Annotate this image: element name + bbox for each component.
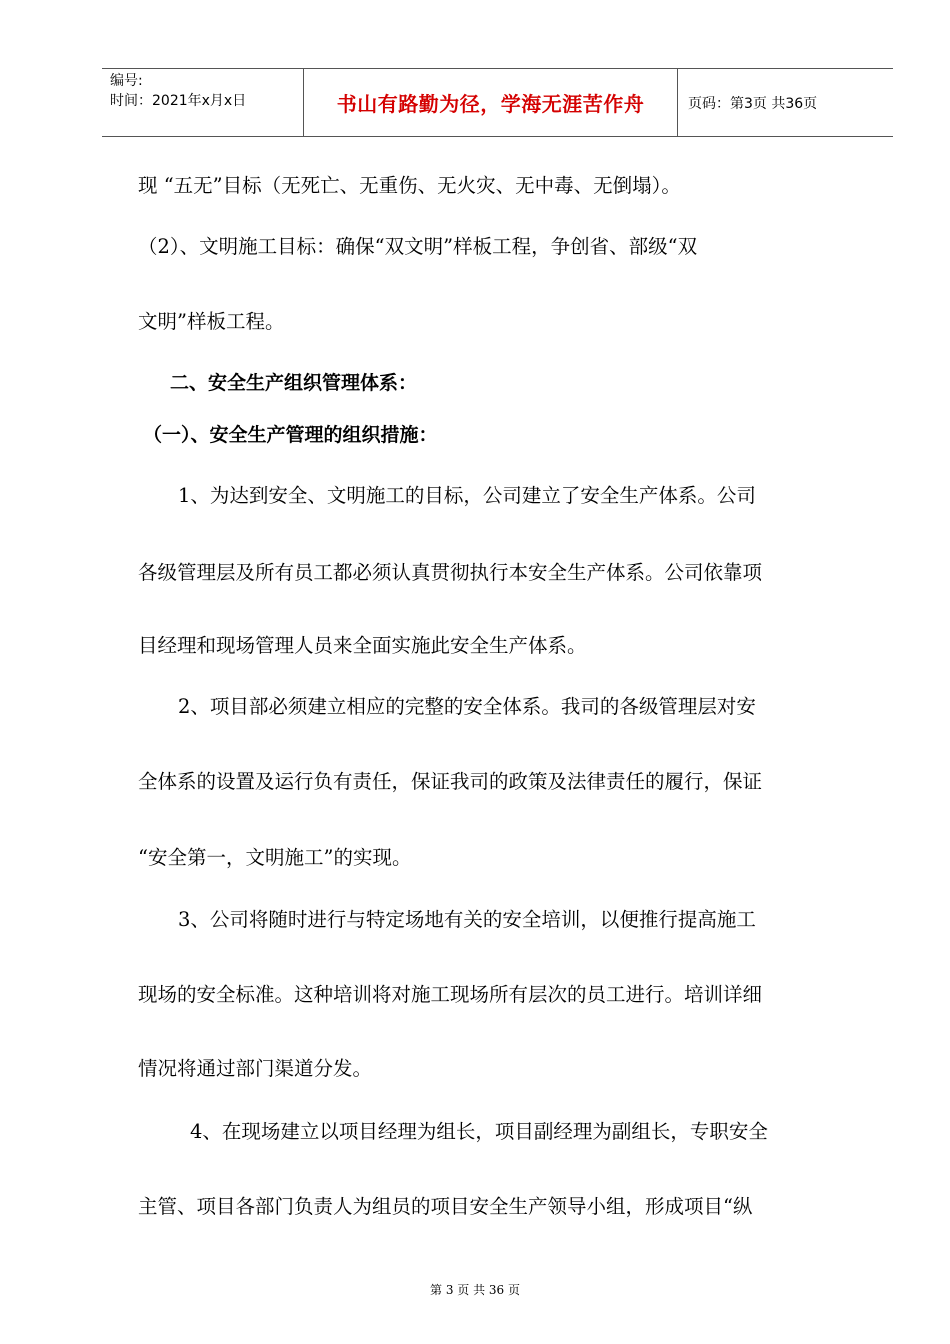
body-line: 情况将通过部门渠道分发。	[138, 1057, 373, 1080]
body-line: “安全第一，文明施工”的实现。	[138, 846, 412, 869]
header-page-cell	[678, 69, 893, 136]
body-line: 2、项目部必须建立相应的完整的安全体系。我司的各级管理层对安	[178, 695, 756, 718]
body-line: 目经理和现场管理人员来全面实施此安全生产体系。	[138, 634, 587, 657]
body-line: 现场的安全标准。这种培训将对施工现场所有层次的员工进行。培训详细	[138, 983, 763, 1006]
body-line: （2）、文明施工目标：确保“双文明”样板工程，争创省、部级“双	[138, 235, 698, 258]
header-meta-cell	[102, 69, 304, 136]
body-line: 现 “五无”目标（无死亡、无重伤、无火灾、无中毒、无倒塌）。	[138, 174, 681, 197]
subsection-heading: （一）、安全生产管理的组织措施：	[143, 424, 438, 446]
page-footer	[0, 1281, 950, 1298]
body-line: 各级管理层及所有员工都必须认真贯彻执行本安全生产体系。公司依靠项	[138, 561, 763, 584]
footer-page-number: 第 3 页 共 36 页	[430, 1283, 520, 1297]
section-heading: 二、安全生产组织管理体系：	[170, 372, 418, 394]
motto-text: 书山有路勤为径，学海无涯苦作舟	[336, 92, 645, 116]
body-line: 4、在现场建立以项目经理为组长，项目副经理为副组长，专职安全	[190, 1120, 768, 1143]
number-label: 编号:	[110, 73, 143, 89]
time-label: 时间：2021年x月x日	[110, 93, 247, 109]
body-line: 3、公司将随时进行与特定场地有关的安全培训，以便推行提高施工	[178, 908, 756, 931]
page-header	[102, 68, 893, 137]
body-line: 文明”样板工程。	[138, 310, 285, 333]
header-motto-cell	[304, 69, 678, 136]
body-line: 主管、项目各部门负责人为组员的项目安全生产领导小组，形成项目“纵	[138, 1195, 753, 1218]
page-info: 页码：第3页 共36页	[688, 95, 818, 112]
body-line: 全体系的设置及运行负有责任，保证我司的政策及法律责任的履行，保证	[138, 770, 763, 793]
body-line: 1、为达到安全、文明施工的目标，公司建立了安全生产体系。公司	[178, 484, 756, 507]
